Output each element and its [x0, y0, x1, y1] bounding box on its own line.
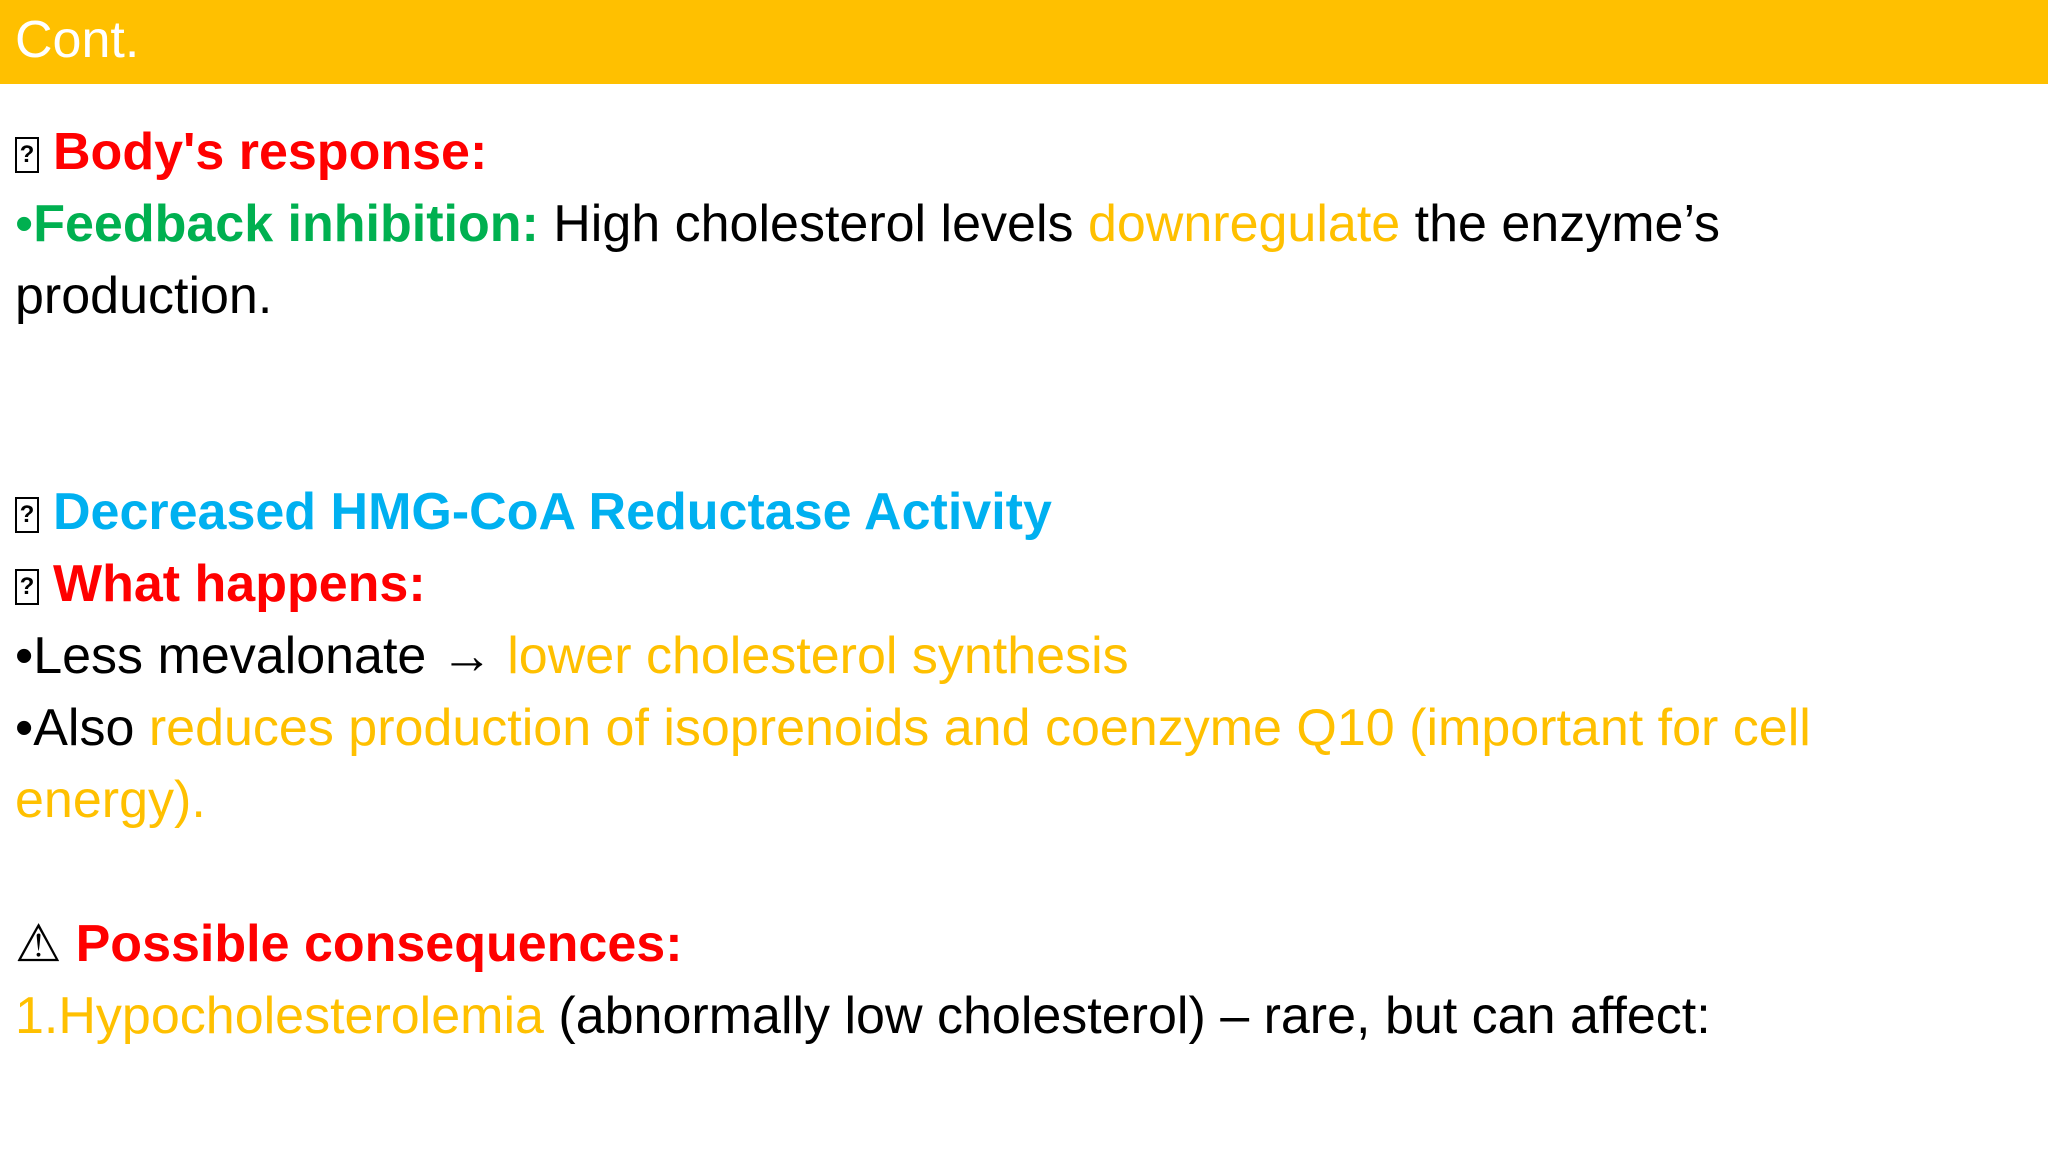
heading-text: Body's response: [53, 123, 488, 181]
title-bar [0, 0, 2048, 84]
bullet-marker: • [15, 699, 34, 757]
less-mevalonate-bullet [15, 620, 2015, 692]
bullet-marker: • [15, 195, 34, 253]
item-text: (abnormally low cholesterol) – rare, but can affect: [543, 987, 1711, 1045]
bullet-marker: • [15, 627, 34, 685]
isoprenoids-bullet [15, 692, 2015, 764]
possible-consequences-heading [15, 908, 2015, 980]
decreased-activity-title [15, 476, 2015, 548]
bullet-term: Feedback inhibition: [33, 195, 539, 253]
missing-glyph-icon [15, 569, 39, 605]
bullet-highlight: reduces production of isoprenoids and coenzyme Q10 (important for cell [148, 699, 1811, 757]
bullet-text-tail: the enzyme’s [1400, 195, 1721, 253]
body-response-heading [15, 116, 2015, 188]
spacer [15, 836, 2015, 908]
spacer [15, 332, 2015, 404]
slide-content [15, 116, 2015, 1052]
item-term: Hypocholesterolemia [58, 987, 544, 1045]
bullet-text: Also [33, 699, 149, 757]
isoprenoids-bullet-continued [15, 764, 2015, 836]
what-happens-heading [15, 548, 2015, 620]
heading-text: Possible consequences: [75, 915, 683, 973]
missing-glyph-icon [15, 137, 39, 173]
bullet-highlight: downregulate [1087, 195, 1401, 253]
spacer [15, 404, 2015, 476]
bullet-highlight: lower cholesterol synthesis [507, 627, 1129, 685]
bullet-text: High cholesterol levels [538, 195, 1088, 253]
bullet-text-continued: production. [15, 267, 273, 325]
bullet-text: Less mevalonate → [33, 627, 508, 685]
feedback-inhibition-bullet [15, 188, 2015, 260]
warning-icon: ⚠ [15, 915, 62, 973]
hypocholesterolemia-item [15, 980, 2015, 1052]
feedback-inhibition-bullet-continued [15, 260, 2015, 332]
section-title: Decreased HMG-CoA Reductase Activity [53, 483, 1052, 541]
item-number: 1. [15, 987, 59, 1045]
bullet-highlight-continued: energy). [15, 771, 206, 829]
page-title: Cont. [15, 11, 140, 69]
heading-text: What happens: [53, 555, 426, 613]
missing-glyph-icon [15, 497, 39, 533]
